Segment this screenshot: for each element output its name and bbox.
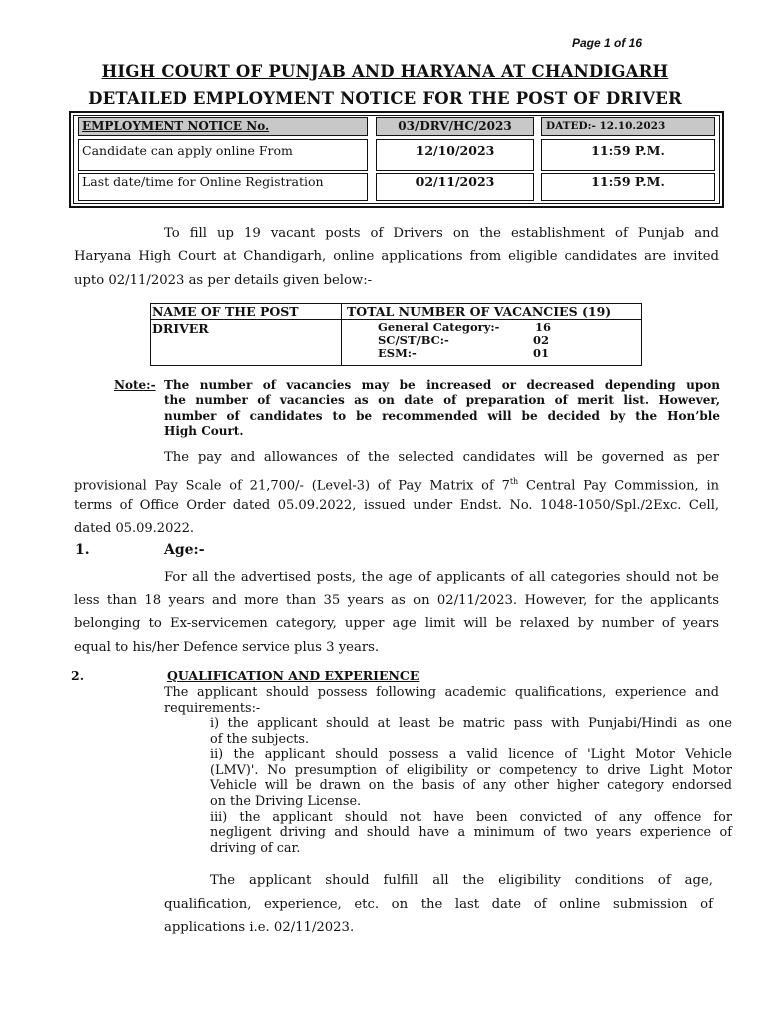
qualification-intro	[164, 685, 719, 716]
pay-line-2-text: provisional Pay Scale of 21,700/- (Level-3) of Pay Matrix of 7	[74, 478, 510, 494]
pay-line-3: terms of Office Order dated 05.09.2022, issued under Endst. No. 1048-1050/Spl./2Exc. Cell,	[74, 498, 719, 513]
qualification-line: iii) the applicant should not have been convicted of any offence for	[210, 809, 732, 825]
vacancy-category-name: General Category:-	[378, 320, 500, 334]
section-2-title: QUALIFICATION AND EXPERIENCE	[167, 668, 420, 683]
notice-no-label: EMPLOYMENT NOTICE No.	[78, 117, 368, 136]
apply-from-time: 11:59 P.M.	[541, 139, 715, 171]
page-number: Page 1 of 16	[572, 36, 643, 50]
age-line-3: belonging to Ex-servicemen category, upper age limit will be relaxed by number of years	[74, 616, 719, 631]
age-line-1: For all the advertised posts, the age of applicants of all categories should not be	[164, 570, 719, 585]
note-text	[164, 378, 720, 440]
age-line-2: less than 18 years and more than 35 years as on 02/11/2023. However, for the applicants	[74, 593, 719, 608]
last-time-value: 11:59 P.M.	[541, 173, 715, 201]
vacancy-category-count: 02	[533, 333, 550, 347]
eligibility-line-3: applications i.e. 02/11/2023.	[164, 920, 355, 935]
apply-from-label: Candidate can apply online From	[78, 139, 368, 171]
last-date-value: 02/11/2023	[376, 173, 534, 201]
vacancy-col-post-header: NAME OF THE POST	[152, 304, 299, 319]
note-line: The number of vacancies may be increased or decreased depending upon	[164, 378, 720, 392]
section-1-title: Age:-	[164, 542, 205, 558]
pay-superscript: th	[509, 477, 519, 486]
section-2-number: 2.	[71, 668, 85, 683]
note-label: Note:-	[114, 378, 156, 392]
qualification-intro-line: The applicant should possess following academic qualifications, experience and	[164, 685, 719, 700]
pay-line-2-text: Central Pay Commission, in	[518, 478, 719, 494]
note-line: number of candidates to be recommended will be decided by the Hon’ble	[164, 408, 720, 423]
pay-line-4: dated 05.09.2022.	[74, 521, 195, 536]
qualification-list	[210, 716, 732, 856]
intro-line-1: To fill up 19 vacant posts of Drivers on the establishment of Punjab and	[164, 226, 719, 241]
note-line: High Court.	[164, 424, 244, 439]
eligibility-line-2: qualification, experience, etc. on the last date of online submission of	[164, 897, 713, 912]
qualification-line: of the subjects.	[210, 731, 310, 747]
qualification-intro-line: requirements:-	[164, 700, 261, 716]
last-date-label: Last date/time for Online Registration	[78, 173, 368, 201]
qualification-line: on the Driving License.	[210, 793, 362, 809]
vacancy-category-count: 16	[535, 320, 552, 334]
qualification-line: (LMV)'. No presumption of eligibility or competency to drive Light Motor	[210, 762, 732, 778]
vacancy-col-count-header: TOTAL NUMBER OF VACANCIES (19)	[347, 304, 612, 319]
vacancy-category-count: 01	[533, 346, 550, 360]
intro-line-2: Haryana High Court at Chandigarh, online applications from eligible candidates are invited	[74, 249, 719, 264]
qualification-line: Vehicle will be drawn on the basis of any other higher category endorsed	[210, 778, 732, 794]
notice-date: DATED:- 12.10.2023	[541, 117, 715, 136]
apply-from-date: 12/10/2023	[376, 139, 534, 171]
eligibility-line-1: The applicant should fulfill all the eligibility conditions of age,	[210, 873, 713, 888]
vacancy-post-name: DRIVER	[152, 321, 209, 336]
section-1-number: 1.	[75, 542, 90, 558]
qualification-line: ii) the applicant should possess a valid licence of 'Light Motor Vehicle	[210, 747, 732, 763]
notice-title: DETAILED EMPLOYMENT NOTICE FOR THE POST OF DRIVER	[88, 89, 682, 108]
vacancy-category-name: ESM:-	[378, 346, 417, 360]
qualification-line: negligent driving and should have a minimum of two years experience of	[210, 825, 732, 841]
vacancy-category-name: SC/ST/BC:-	[378, 333, 449, 347]
intro-line-3: upto 02/11/2023 as per details given below:-	[74, 273, 373, 288]
qualification-line: driving of car.	[210, 840, 301, 856]
age-line-4: equal to his/her Defence service plus 3 years.	[74, 640, 380, 655]
vacancy-table-divider	[341, 303, 342, 366]
pay-line-1: The pay and allowances of the selected candidates will be governed as per	[164, 450, 719, 465]
note-line: the number of vacancies as on date of preparation of merit list. However,	[164, 393, 720, 408]
court-title: HIGH COURT OF PUNJAB AND HARYANA AT CHANDIGARH	[101, 62, 669, 81]
notice-no-value: 03/DRV/HC/2023	[376, 117, 534, 136]
qualification-line: i) the applicant should at least be matric pass with Punjabi/Hindi as one	[210, 716, 732, 731]
